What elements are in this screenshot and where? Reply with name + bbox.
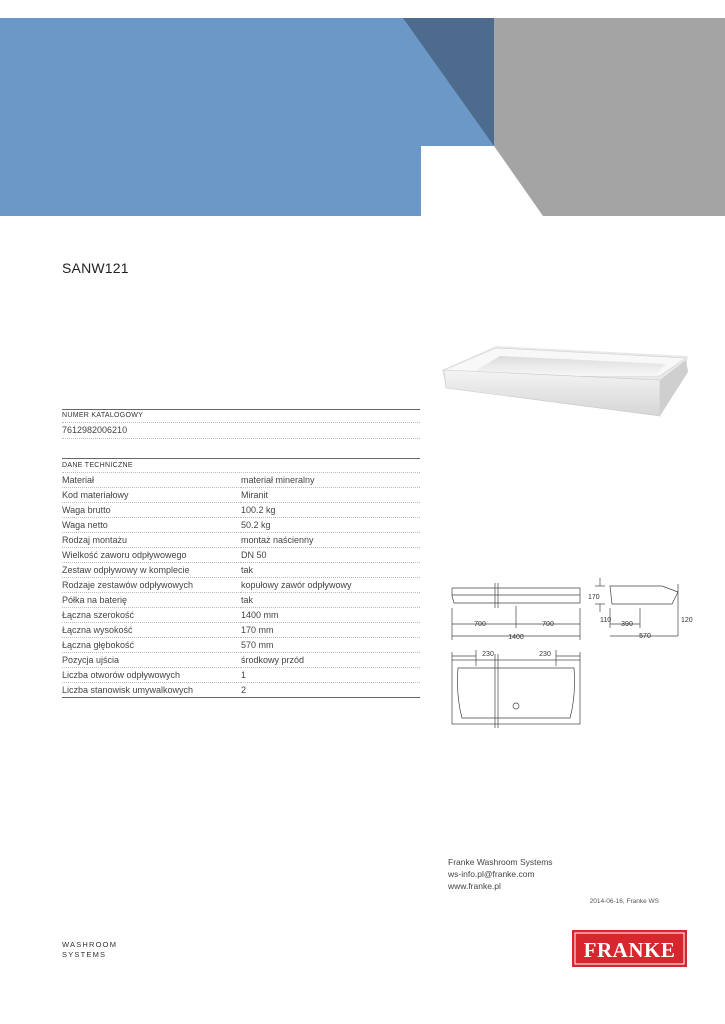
spec-row [62, 683, 420, 698]
spec-key: Liczba stanowisk umywalkowych [62, 683, 241, 698]
footer-line-2: SYSTEMS [62, 950, 107, 959]
contact-company: Franke Washroom Systems [448, 857, 553, 867]
dim-offset: 110 [600, 617, 612, 624]
specs-table [62, 473, 420, 698]
catalog-number: 7612982006210 [62, 425, 128, 435]
spec-key: Materiał [62, 473, 241, 488]
dim-left-half: 700 [474, 621, 486, 628]
spec-row [62, 653, 420, 668]
dim-left-inset: 230 [482, 651, 494, 658]
specs-label: DANE TECHNICZNE [62, 462, 133, 469]
divider [62, 409, 420, 410]
contact-email[interactable]: ws-info.pl@franke.com [448, 869, 535, 879]
spec-row [62, 488, 420, 503]
spec-value: 100.2 kg [241, 503, 420, 518]
spec-key: Łączna wysokość [62, 623, 241, 638]
spec-key: Rodzaje zestawów odpływowych [62, 578, 241, 593]
spec-row [62, 668, 420, 683]
spec-row [62, 578, 420, 593]
spec-row [62, 563, 420, 578]
spec-value: tak [241, 593, 420, 608]
dim-height: 170 [588, 594, 600, 601]
spec-key: Łączna głębokość [62, 638, 241, 653]
footer-line-1: WASHROOM [62, 940, 118, 949]
spec-value: środkowy przód [241, 653, 420, 668]
product-title: SANW121 [62, 260, 129, 276]
dim-depth: 570 [639, 633, 651, 640]
spec-row [62, 473, 420, 488]
spec-row [62, 608, 420, 623]
spec-row [62, 533, 420, 548]
spec-value: Miranit [241, 488, 420, 503]
spec-row [62, 548, 420, 563]
spec-key: Waga netto [62, 518, 241, 533]
contact-website[interactable]: www.franke.pl [448, 881, 501, 891]
footer-tagline [62, 940, 117, 960]
spec-value: 50.2 kg [241, 518, 420, 533]
spec-row [62, 593, 420, 608]
dim-front: 120 [681, 617, 693, 624]
spec-key: Łączna szerokość [62, 608, 241, 623]
svg-text:FRANKE: FRANKE [583, 938, 676, 962]
spec-key: Pozycja ujścia [62, 653, 241, 668]
divider [62, 422, 420, 423]
spec-row [62, 503, 420, 518]
spec-key: Kod materiałowy [62, 488, 241, 503]
header-graphic [0, 18, 725, 216]
dim-right-inset: 230 [539, 651, 551, 658]
spec-value: DN 50 [241, 548, 420, 563]
spec-value: 170 mm [241, 623, 420, 638]
spec-key: Zestaw odpływowy w komplecie [62, 563, 241, 578]
spec-key: Wielkość zaworu odpływowego [62, 548, 241, 563]
spec-value: tak [241, 563, 420, 578]
franke-logo [572, 930, 687, 967]
product-image [440, 336, 690, 426]
spec-value: 1 [241, 668, 420, 683]
spec-key: Rodzaj montażu [62, 533, 241, 548]
spec-row [62, 638, 420, 653]
dim-total-width: 1400 [508, 634, 524, 641]
dim-side-depth: 390 [621, 621, 633, 628]
spec-value: 570 mm [241, 638, 420, 653]
spec-row [62, 518, 420, 533]
spec-key: Liczba otworów odpływowych [62, 668, 241, 683]
divider [62, 458, 420, 459]
catalog-label: NUMER KATALOGOWY [62, 412, 144, 419]
divider [62, 438, 420, 439]
spec-value: 1400 mm [241, 608, 420, 623]
contact-block [448, 856, 553, 892]
spec-key: Waga brutto [62, 503, 241, 518]
spec-value: materiał mineralny [241, 473, 420, 488]
header-blue-block [0, 18, 494, 216]
spec-value: montaż naścienny [241, 533, 420, 548]
date-line: 2014-06-16, Franke WS [589, 898, 659, 905]
spec-key: Półka na baterię [62, 593, 241, 608]
technical-drawing [440, 578, 693, 738]
spec-row [62, 623, 420, 638]
spec-value: 2 [241, 683, 420, 698]
spec-value: kopułowy zawór odpływowy [241, 578, 420, 593]
dim-right-half: 700 [542, 621, 554, 628]
header-gray-block [494, 18, 725, 216]
